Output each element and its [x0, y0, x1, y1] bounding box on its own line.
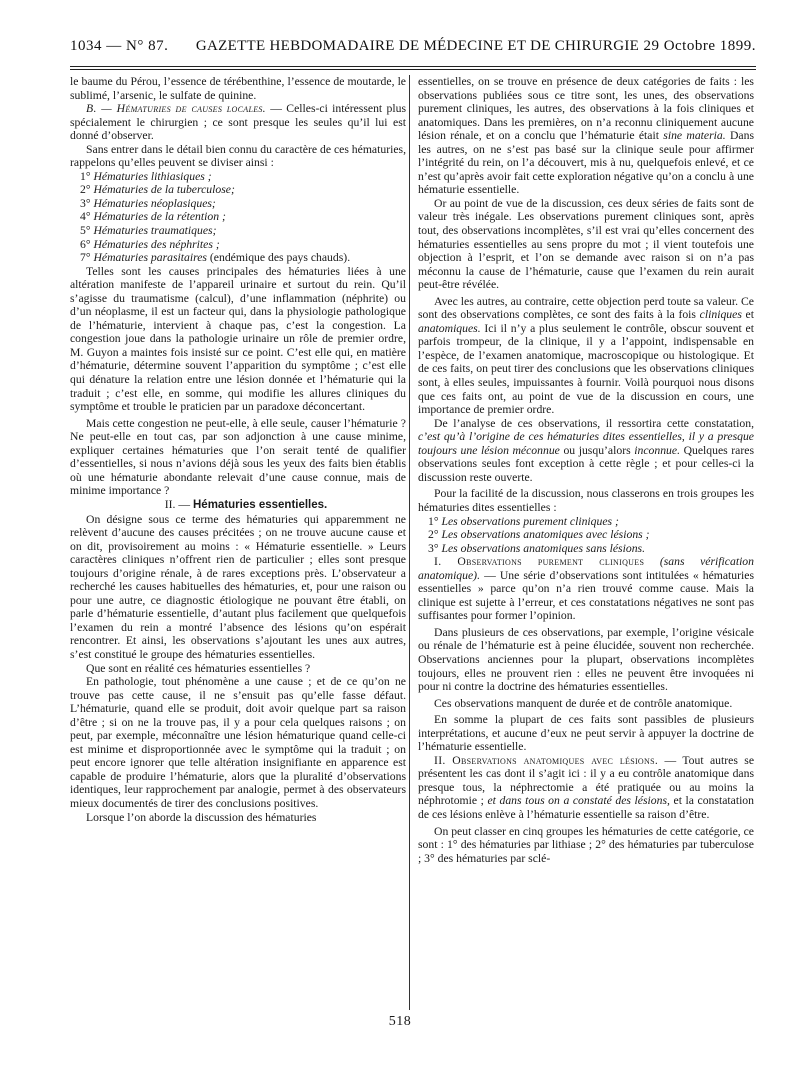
- header-rule-bottom: [70, 69, 756, 70]
- page-and-issue-number: 1034 — N° 87.: [70, 38, 169, 54]
- paragraph: Telles sont les causes principales des hématuries liées à une altération manifeste de l’appareil urinaire et surtout du rein. Qu’il s’agisse du traumatisme (calcul), d’une inflammation (néphrite) ou d’un néoplasme, il est un facteur qui, dans la physiologie pathologique de l’hématurie, intervient à chaque pas, c’est la congestion. La congestion joue dans la pathologie urinaire un rôle de premier ordre, M. Guyon a maintes fois insisté sur ce point. C’est elle qui, en matière d’hématurie, détermine souvent l’apparition du symptôme ; c’est elle qui dénature la relation entre une lésion donnée et l’hématurie qui la traduit ; c’est elle, en somme, qui modifie les allures cliniques du symptôme et trouble le praticien par un paradoxe déconcertant.: [70, 264, 406, 414]
- paragraph-text: — Une série d’observations sont intitulées « hématuries essentielles » parce qu’on n’a rien trouvé comme cause. Mais la clinique est sujette à l’erreur, et ces constatations négatives ne sont pas suffisantes pour former l’opinion.: [418, 568, 754, 623]
- section-title: Hématuries essentielles.: [193, 498, 328, 511]
- column-divider: [409, 75, 410, 1010]
- paragraph-text: Dans les autres, on ne s’est pas basé sur la clinique seule pour affirmer l’intégrité du rein, on l’a découvert, mis à nu, quelquefois enlevé, et ce n’est qu’après avoir fait cette exploration négative qu’on a conclu à une hématurie essentielle.: [418, 129, 754, 197]
- list-item: [418, 515, 754, 529]
- paragraph-text: Avec les autres, au contraire, cette objection perd toute sa valeur. Ce sont des observations complètes, ce sont des faits à la fois: [418, 294, 754, 322]
- subheading-local-causes: B. — Hématuries de causes locales.: [86, 102, 266, 116]
- list-text: Les observations purement cliniques ;: [441, 514, 619, 528]
- paragraph-local-causes: [70, 102, 406, 143]
- paragraph: Sans entrer dans le détail bien connu du caractère de ces hématuries, rappelons qu’elles peuvent se diviser ainsi :: [70, 142, 406, 170]
- paragraph-text: — Celles-ci intéressent plus spécialement le chirurgien ; ce sont presque les seules qu’il lui est donné d’observer.: [70, 102, 406, 143]
- right-column: [418, 75, 754, 1010]
- subheading-clinical-observations: I. Observations purement cliniques: [434, 555, 645, 569]
- paragraph-text: Ici il n’y a plus seulement le contrôle, obscur souvent et parfois trompeur, de la clinique, il y a l’appoint, indispensable en l’espèce, de l’examen anatomique, macroscopique ou histologique. Et de ces faits, on peut tirer des conclusions que les observations cliniques sont, à elles seules, impuissantes à fournir. Voilà pourquoi nous disons que ces faits ont, au point de vue de la discussion en cours, une importance de premier ordre.: [418, 321, 754, 417]
- paragraph: le baume du Pérou, l’essence de térébenthine, l’essence de moutarde, le sublimé, l’arsenic, le sulfate de quinine.: [70, 75, 406, 102]
- list-item: [70, 238, 406, 252]
- list-item: [70, 224, 406, 238]
- paragraph: [418, 75, 754, 197]
- emphasis-text: sine materia.: [663, 129, 726, 143]
- hematuria-causes-list: [70, 170, 406, 265]
- list-number: 2°: [428, 528, 439, 542]
- list-number: 6°: [80, 237, 91, 251]
- left-column: [70, 75, 406, 1010]
- list-number: 1°: [428, 514, 439, 528]
- list-text: Hématuries des néphrites ;: [93, 237, 220, 251]
- running-header: [70, 38, 756, 62]
- paragraph-text: Quelques rares observations seules font exception à cette règle ; et pour celles-ci la discussion reste ouverte.: [418, 443, 754, 484]
- list-item: [70, 197, 406, 211]
- paragraph-text: et: [741, 308, 754, 322]
- list-item: [70, 251, 406, 265]
- emphasis-text: c’est qu’à l’origine de ces hématuries dites essentielles, il y a presque toujours une lésion méconnue: [418, 430, 754, 457]
- paragraph: On désigne sous ce terme des hématuries qui apparemment ne relèvent d’aucune des causes précitées ; on ne trouve aucune cause et on dit, provisoirement au moins : « Hématurie essentielle. » Leurs caractères cliniques n’offrent rien de particulier ; elles sont presque toujours d’origine rénale, à de rares exceptions près. L’observateur a recherché les causes habituelles des hématuries, et, pour une raison ou pour une autre, ce diagnostic étiologique ne pouvant être établi, on parle d’hématurie essentielle, d’autant plus facilement que quelquefois l’examen du rein a montré l’absence des lésions qu’on espérait rencontrer. Et ainsi, les observations s’ajoutant les unes aux autres, s’est constitué le groupe des hématuries essentielles.: [70, 512, 406, 661]
- emphasis-text: anatomiques.: [418, 321, 481, 335]
- emphasis-text: (sans vérification anatomique).: [418, 555, 754, 582]
- paragraph-text: ou jusqu’alors: [559, 443, 635, 457]
- list-number: 3°: [80, 196, 91, 210]
- list-number: 7°: [80, 251, 91, 265]
- journal-title: GAZETTE HEBDOMADAIRE DE MÉDECINE ET DE CHIRURGIE: [195, 38, 640, 54]
- emphasis-text: inconnue.: [634, 443, 680, 457]
- list-number: 2°: [80, 183, 91, 197]
- paragraph: Ces observations manquent de durée et de contrôle anatomique.: [434, 696, 733, 710]
- paragraph: Lorsque l’on aborde la discussion des hématuries: [86, 810, 317, 824]
- list-item: [418, 528, 754, 542]
- paragraph-text: De l’analyse de ces observations, il ressortira cette constatation,: [434, 416, 754, 430]
- paragraph-clinical-observations: [418, 555, 754, 623]
- list-item: [70, 183, 406, 197]
- emphasis-text: et dans tous on a constaté des lésions,: [487, 794, 670, 808]
- paragraph: On peut classer en cinq groupes les hématuries de cette catégorie, ce sont : 1° des hématuries par lithiase ; 2° des hématuries par tuberculose ; 3° des hématuries par sclé-: [418, 824, 754, 865]
- list-number: 3°: [428, 541, 439, 555]
- paragraph: Pour la facilité de la discussion, nous classerons en trois groupes les hématuries dites essentielles :: [418, 487, 754, 514]
- issue-date: 29 Octobre 1899.: [643, 38, 756, 54]
- list-tail: (endémique des pays chauds).: [206, 251, 351, 265]
- paragraph: Mais cette congestion ne peut-elle, à elle seule, causer l’hématurie ? Ne peut-elle en tout cas, par son adjonction à une cause minime, expliquer certaines hématuries que l’on serait tenté de qualifier d’essentielles, si nous n’avions déjà sous les yeux des faits bien établis où une hématurie abondante relevait d’une cause connue, mais de minime importance ?: [70, 416, 406, 498]
- section-heading: [70, 498, 406, 513]
- list-text: Hématuries de la rétention ;: [93, 210, 226, 224]
- paragraph: [418, 417, 754, 485]
- section-number: II. —: [164, 497, 193, 511]
- paragraph: [418, 295, 754, 417]
- paragraph-text: — Tout autres se présentent les cas dont il s’agit ici : il y a eu contrôle anatomique dans presque tous, la néphrectomie a été pratiquée ou au moins la néphrotomie ;: [418, 753, 754, 808]
- list-item: [418, 542, 754, 556]
- paragraph: Dans plusieurs de ces observations, par exemple, l’origine vésicale ou rénale de l’hématurie est à peine élucidée, souvent non recherchée. Observations anciennes pour la plupart, observations incomplètes toujours, elles ne prouvent rien : elles ne peuvent être invoquées ni pour ni contre la doctrine des hématuries essentielles.: [418, 625, 754, 694]
- paragraph: En pathologie, tout phénomène a une cause ; et de ce qu’on ne trouve pas cette cause, il ne s’ensuit pas qu’elle fasse défaut. L’hématurie, quand elle se produit, doit avoir quelque part sa raison d’être ; si on ne la trouve pas, il y a pour cela quelques raisons ; on peut, par exemple, méconnaître une lésion hématurique quand celle-ci est minime et disproportionnée avec le symptôme qui la traduit ; on peut encore ignorer que telle altération insignifiante en apparence est capable de produire l’hématurie, alors que la pluralité d’observations identiques, leur rapprochement par analogie, permet à des observateurs mieux documentés de tirer des conclusions positives.: [70, 675, 406, 810]
- list-text: Hématuries de la tuberculose;: [93, 183, 235, 197]
- emphasis-text: cliniques: [699, 308, 742, 322]
- paragraph-text: et la constatation de ces lésions enlève à l’hématurie essentielle sa raison d’être.: [418, 794, 754, 821]
- list-text: Hématuries traumatiques;: [93, 224, 217, 238]
- list-text: Les observations anatomiques avec lésions ;: [441, 528, 650, 542]
- paragraph-text: essentielles, on se trouve en présence de deux catégories de faits : les observations publiées sous ce titre sont, les unes, des observations purement cliniques, les autres, des observations à la fois cliniques et anatomiques. Dans les premières, on n’a reconnu cliniquement aucune lésion rénale, et on a conclu que l’hématurie était: [418, 75, 754, 143]
- list-number: 5°: [80, 224, 91, 238]
- list-text: Les observations anatomiques sans lésions.: [441, 541, 646, 555]
- page-number: 518: [388, 1014, 412, 1029]
- list-text: Hématuries néoplasiques;: [93, 196, 216, 210]
- list-item: [70, 170, 406, 184]
- subheading-anatomical-observations: II. Observations anatomiques avec lésions.: [434, 753, 659, 767]
- header-rule-top: [70, 66, 756, 67]
- paragraph: Or au point de vue de la discussion, ces deux séries de faits sont de valeur très inégale. Les observations purement cliniques sont, après tout, des observations incomplètes, s’il est vrai qu’elles concernent des hématuries essentielles au sens propre du mot ; il vient toutefois une objection à l’esprit, et l’on se demande avec raison si on n’a pas méconnu la cause de l’hématurie, cause que l’examen du rein aurait peut-être révélée.: [418, 196, 754, 292]
- observation-groups-list: [418, 515, 754, 556]
- list-text: Hématuries parasitaires: [93, 251, 207, 265]
- list-number: 1°: [80, 169, 91, 183]
- list-number: 4°: [80, 210, 91, 224]
- list-item: [70, 210, 406, 224]
- paragraph: En somme la plupart de ces faits sont passibles de plusieurs interprétations, et aucune d’eux ne peut servir à appuyer la doctrine de l’hématurie essentielle.: [418, 713, 754, 754]
- list-text: Hématuries lithiasiques ;: [93, 169, 212, 183]
- paragraph-anatomical-observations: [418, 754, 754, 822]
- paragraph: Que sont en réalité ces hématuries essentielles ?: [86, 661, 311, 675]
